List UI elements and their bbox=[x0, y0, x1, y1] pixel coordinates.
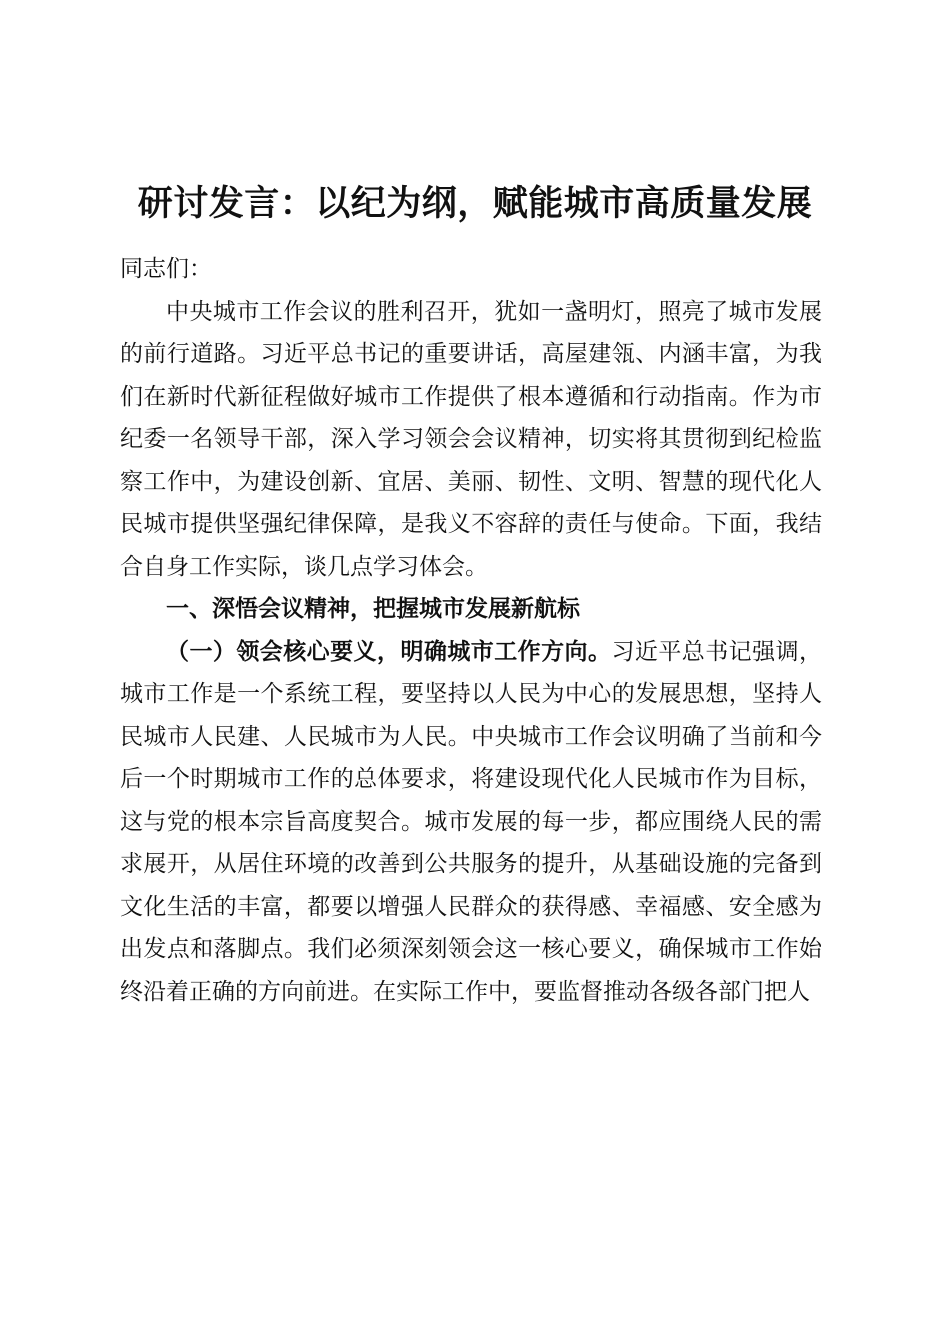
document-title: 研讨发言：以纪为纲，赋能城市高质量发展 bbox=[137, 183, 813, 224]
intro-paragraph: 中央城市工作会议的胜利召开，犹如一盏明灯，照亮了城市发展的前行道路。习近平总书记的重要讲话，高屋建瓴、内涵丰富，为我们在新时代新征程做好城市工作提供了根本遵循和行动指南。作为市纪委一名领导干部，深入学习领会会议精神，切实将其贯彻到纪检监察工作中，为建设创新、宜居、美丽、韧性、文明、智慧的现代化人民城市提供坚强纪律保障，是我义不容辞的责任与使命。下面，我结合自身工作实际，谈几点学习体会。 bbox=[120, 298, 822, 580]
document-body bbox=[120, 248, 822, 1013]
section-heading: 一、深悟会议精神，把握城市发展新航标 bbox=[166, 596, 580, 622]
subsection-paragraph bbox=[120, 631, 822, 1014]
subsection-text: 习近平总书记强调，城市工作是一个系统工程，要坚持以人民为中心的发展思想，坚持人民城市人民建、人民城市为人民。中央城市工作会议明确了当前和今后一个时期城市工作的总体要求，将建设现代化人民城市作为目标，这与党的根本宗旨高度契合。城市发展的每一步，都应围绕人民的需求展开，从居住环境的改善到公共服务的提升，从基础设施的完备到文化生活的丰富，都要以增强人民群众的获得感、幸福感、安全感为出发点和落脚点。我们必须深刻领会这一核心要义，确保城市工作始终沿着正确的方向前进。在实际工作中，要监督推动各级各部门把人 bbox=[120, 638, 823, 1005]
salutation: 同志们： bbox=[120, 256, 212, 282]
subsection-heading: （一）领会核心要义，明确城市工作方向。 bbox=[166, 638, 612, 665]
